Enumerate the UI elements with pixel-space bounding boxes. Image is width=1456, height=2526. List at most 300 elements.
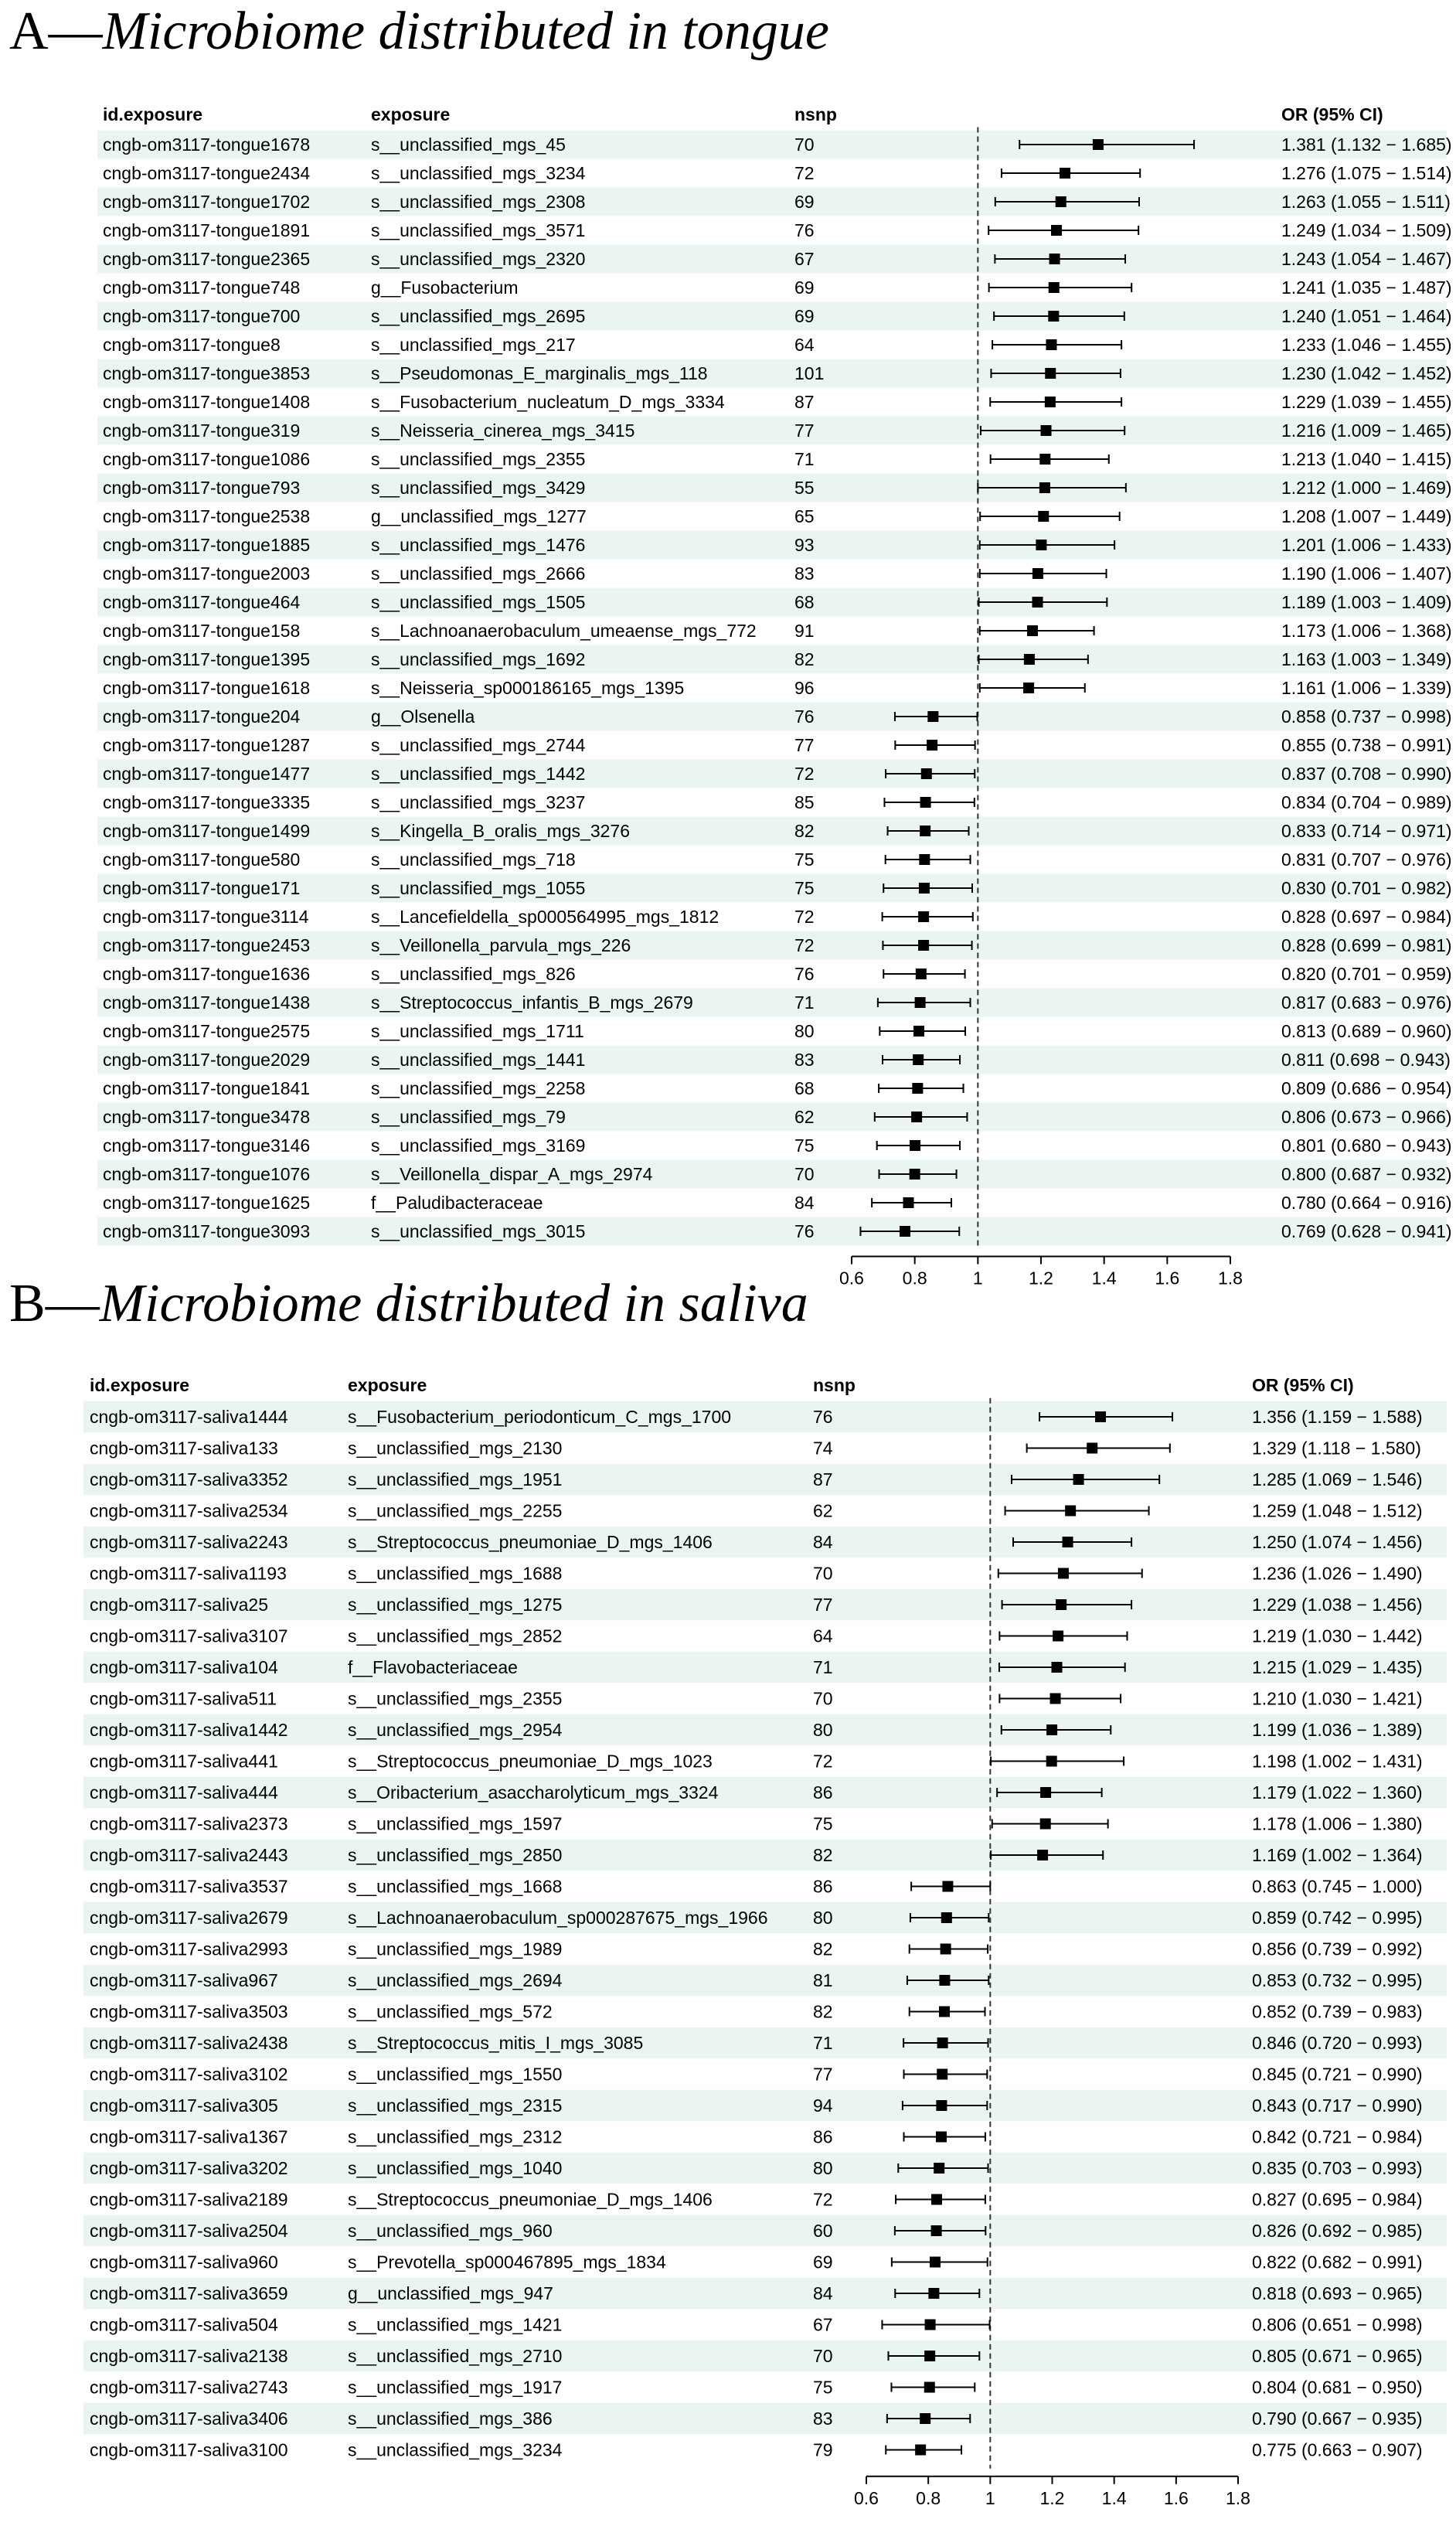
row-id: cngb-om3117-tongue1885	[103, 535, 311, 555]
x-tick-label: 1.8	[1226, 2487, 1250, 2508]
row-exposure: s__unclassified_mgs_1505	[371, 592, 586, 612]
row-id: cngb-om3117-tongue319	[103, 420, 301, 441]
row-exposure: s__unclassified_mgs_45	[371, 134, 566, 155]
row-nsnp: 75	[794, 1135, 815, 1156]
row-nsnp: 72	[794, 907, 815, 927]
row-exposure: s__unclassified_mgs_1989	[348, 1939, 563, 1959]
row-or-ci: 1.189 (1.003 − 1.409)	[1281, 592, 1452, 612]
row-nsnp: 85	[794, 792, 815, 812]
row-nsnp: 70	[794, 1164, 815, 1184]
row-or-ci: 0.805 (0.671 − 0.965)	[1252, 2346, 1423, 2366]
row-or-ci: 0.806 (0.673 − 0.966)	[1281, 1107, 1452, 1127]
row-id: cngb-om3117-tongue1891	[103, 220, 311, 240]
row-exposure: s__unclassified_mgs_2666	[371, 563, 586, 584]
row-nsnp: 77	[813, 2064, 833, 2085]
row-or-ci: 1.236 (1.026 − 1.490)	[1252, 1563, 1423, 1584]
row-id: cngb-om3117-tongue1086	[103, 449, 311, 469]
row-id: cngb-om3117-tongue2453	[103, 935, 311, 955]
header-or-ci: OR (95% CI)	[1252, 1375, 1354, 1395]
x-tick-label: 1.2	[1039, 2487, 1065, 2508]
or-marker	[916, 969, 927, 979]
row-id: cngb-om3117-tongue158	[103, 621, 301, 641]
row-id: cngb-om3117-tongue1477	[103, 764, 311, 784]
row-exposure: s__unclassified_mgs_2852	[348, 1626, 563, 1646]
x-tick-label: 1.6	[1163, 2487, 1189, 2508]
row-exposure: s__unclassified_mgs_2320	[371, 249, 586, 269]
row-id: cngb-om3117-saliva2504	[90, 2221, 288, 2241]
row-or-ci: 1.210 (1.030 − 1.421)	[1252, 1688, 1423, 1709]
row-or-ci: 1.381 (1.132 − 1.685)	[1281, 134, 1452, 155]
row-or-ci: 0.817 (0.683 − 0.976)	[1281, 992, 1452, 1013]
or-marker	[1073, 1474, 1084, 1485]
row-or-ci: 0.837 (0.708 − 0.990)	[1281, 764, 1452, 784]
row-or-ci: 0.801 (0.680 − 0.943)	[1281, 1135, 1452, 1156]
row-nsnp: 72	[813, 2189, 833, 2210]
row-or-ci: 1.215 (1.029 − 1.435)	[1252, 1657, 1423, 1677]
row-id: cngb-om3117-saliva504	[90, 2314, 278, 2335]
or-marker	[918, 911, 929, 922]
x-tick-label: 0.8	[902, 1268, 927, 1289]
row-id: cngb-om3117-saliva2443	[90, 1845, 288, 1865]
row-nsnp: 80	[813, 2158, 833, 2178]
row-or-ci: 1.285 (1.069 − 1.546)	[1252, 1469, 1423, 1489]
or-marker	[939, 2007, 950, 2017]
row-id: cngb-om3117-saliva967	[90, 1970, 278, 1990]
row-exposure: s__unclassified_mgs_960	[348, 2221, 553, 2241]
row-id: cngb-om3117-tongue1076	[103, 1164, 311, 1184]
or-marker	[1039, 454, 1050, 465]
x-tick-label: 0.8	[916, 2487, 941, 2508]
row-id: cngb-om3117-saliva3406	[90, 2409, 288, 2429]
row-exposure: s__Streptococcus_pneumoniae_D_mgs_1023	[348, 1751, 713, 1772]
row-exposure: s__Streptococcus_pneumoniae_D_mgs_1406	[348, 1532, 713, 1552]
row-or-ci: 0.800 (0.687 − 0.932)	[1281, 1164, 1452, 1184]
row-id: cngb-om3117-tongue2029	[103, 1050, 311, 1070]
row-shade	[83, 1589, 1447, 1621]
or-marker	[921, 768, 932, 779]
row-nsnp: 72	[794, 764, 815, 784]
row-nsnp: 83	[794, 563, 815, 584]
row-or-ci: 0.859 (0.742 − 0.995)	[1252, 1908, 1423, 1928]
row-nsnp: 76	[794, 1221, 815, 1241]
row-id: cngb-om3117-saliva2243	[90, 1532, 288, 1552]
or-marker	[927, 740, 937, 751]
row-or-ci: 1.230 (1.042 − 1.452)	[1281, 363, 1452, 383]
row-exposure: s__unclassified_mgs_2312	[348, 2126, 563, 2147]
row-id: cngb-om3117-saliva2993	[90, 1939, 288, 1959]
row-nsnp: 76	[813, 1407, 833, 1427]
row-exposure: s__unclassified_mgs_1951	[348, 1469, 563, 1489]
row-id: cngb-om3117-saliva3537	[90, 1876, 288, 1897]
or-marker	[1045, 397, 1056, 407]
row-or-ci: 0.769 (0.628 − 0.941)	[1281, 1221, 1452, 1241]
x-tick-label: 1.2	[1029, 1268, 1053, 1289]
row-or-ci: 0.852 (0.739 − 0.983)	[1252, 2001, 1423, 2022]
row-or-ci: 0.818 (0.693 − 0.965)	[1252, 2283, 1423, 2303]
or-marker	[939, 1975, 950, 1986]
row-exposure: s__Streptococcus_pneumoniae_D_mgs_1406	[348, 2189, 713, 2210]
or-marker	[1027, 625, 1038, 636]
header-exposure: exposure	[348, 1375, 427, 1395]
row-id: cngb-om3117-saliva444	[90, 1782, 278, 1803]
row-or-ci: 1.240 (1.051 − 1.464)	[1281, 306, 1452, 326]
row-shade	[83, 1840, 1447, 1871]
row-nsnp: 82	[813, 2001, 833, 2022]
row-exposure: s__Fusobacterium_nucleatum_D_mgs_3334	[371, 392, 725, 412]
row-exposure: s__unclassified_mgs_2695	[371, 306, 586, 326]
row-id: cngb-om3117-saliva3100	[90, 2439, 288, 2460]
row-id: cngb-om3117-saliva1444	[90, 1407, 288, 1427]
row-id: cngb-om3117-saliva3352	[90, 1469, 288, 1489]
row-or-ci: 1.229 (1.039 − 1.455)	[1281, 392, 1452, 412]
or-marker	[1087, 1443, 1097, 1454]
row-id: cngb-om3117-saliva441	[90, 1751, 278, 1772]
or-marker	[934, 2163, 944, 2174]
row-exposure: s__unclassified_mgs_2258	[371, 1078, 586, 1098]
row-exposure: g__unclassified_mgs_947	[348, 2283, 553, 2303]
row-nsnp: 76	[794, 964, 815, 984]
row-nsnp: 67	[813, 2314, 833, 2335]
or-marker	[1032, 568, 1043, 579]
row-or-ci: 1.233 (1.046 − 1.455)	[1281, 335, 1452, 355]
row-exposure: s__Kingella_B_oralis_mgs_3276	[371, 821, 631, 841]
row-nsnp: 87	[794, 392, 815, 412]
row-or-ci: 1.216 (1.009 − 1.465)	[1281, 420, 1452, 441]
row-id: cngb-om3117-saliva960	[90, 2252, 278, 2272]
row-nsnp: 69	[794, 192, 815, 212]
row-id: cngb-om3117-tongue793	[103, 478, 301, 498]
row-exposure: s__unclassified_mgs_2954	[348, 1720, 563, 1740]
row-id: cngb-om3117-tongue464	[103, 592, 301, 612]
row-nsnp: 83	[813, 2409, 833, 2429]
row-exposure: s__unclassified_mgs_1550	[348, 2064, 563, 2085]
row-nsnp: 70	[794, 134, 815, 155]
row-nsnp: 77	[813, 1595, 833, 1615]
or-marker	[919, 883, 930, 894]
row-id: cngb-om3117-tongue1618	[103, 678, 311, 698]
row-shade	[83, 1777, 1447, 1809]
row-exposure: s__unclassified_mgs_1688	[348, 1563, 563, 1584]
row-or-ci: 1.213 (1.040 − 1.415)	[1281, 449, 1452, 469]
header-id: id.exposure	[90, 1375, 190, 1395]
row-nsnp: 74	[813, 1438, 833, 1459]
row-or-ci: 0.856 (0.739 − 0.992)	[1252, 1939, 1423, 1959]
row-shade	[83, 2153, 1447, 2184]
row-or-ci: 0.833 (0.714 − 0.971)	[1281, 821, 1452, 841]
row-exposure: s__unclassified_mgs_2355	[348, 1688, 563, 1709]
or-marker	[920, 2413, 930, 2424]
row-exposure: g__Olsenella	[371, 706, 475, 727]
row-nsnp: 70	[813, 1688, 833, 1709]
or-marker	[1060, 168, 1070, 179]
row-nsnp: 82	[813, 1939, 833, 1959]
row-or-ci: 1.201 (1.006 − 1.433)	[1281, 535, 1452, 555]
row-nsnp: 77	[794, 420, 815, 441]
row-id: cngb-om3117-saliva2743	[90, 2377, 288, 2398]
row-exposure: s__unclassified_mgs_2850	[348, 1845, 563, 1865]
row-id: cngb-om3117-tongue171	[103, 878, 301, 898]
row-nsnp: 75	[813, 1813, 833, 1834]
row-exposure: f__Paludibacteraceae	[371, 1193, 543, 1213]
row-shade	[83, 2278, 1447, 2310]
row-nsnp: 64	[794, 335, 815, 355]
or-marker	[927, 711, 938, 722]
row-nsnp: 84	[813, 1532, 833, 1552]
row-or-ci: 1.250 (1.074 − 1.456)	[1252, 1532, 1423, 1552]
row-exposure: s__unclassified_mgs_386	[348, 2409, 553, 2429]
row-nsnp: 91	[794, 621, 815, 641]
x-tick-label: 1	[985, 2487, 995, 2508]
x-tick-label: 0.6	[854, 2487, 879, 2508]
row-exposure: s__unclassified_mgs_1055	[371, 878, 586, 898]
row-exposure: s__unclassified_mgs_3571	[371, 220, 586, 240]
row-nsnp: 80	[794, 1021, 815, 1041]
row-exposure: s__Streptococcus_infantis_B_mgs_2679	[371, 992, 693, 1013]
or-marker	[1065, 1506, 1076, 1517]
row-exposure: s__unclassified_mgs_2744	[371, 735, 586, 755]
row-or-ci: 1.198 (1.002 − 1.431)	[1252, 1751, 1423, 1772]
or-marker	[1045, 368, 1056, 379]
row-shade	[83, 2340, 1447, 2372]
row-nsnp: 72	[794, 163, 815, 183]
row-or-ci: 0.853 (0.732 − 0.995)	[1252, 1970, 1423, 1990]
row-exposure: s__Fusobacterium_periodonticum_C_mgs_1700	[348, 1407, 732, 1427]
panel-a-letter: A	[9, 2, 49, 61]
row-nsnp: 71	[794, 449, 815, 469]
row-nsnp: 93	[794, 535, 815, 555]
row-id: cngb-om3117-tongue2538	[103, 506, 311, 526]
row-nsnp: 84	[813, 2283, 833, 2303]
row-nsnp: 71	[794, 992, 815, 1013]
row-exposure: s__unclassified_mgs_1917	[348, 2377, 563, 2398]
row-nsnp: 77	[794, 735, 815, 755]
header-id: id.exposure	[103, 104, 203, 124]
row-exposure: s__Veillonella_dispar_A_mgs_2974	[371, 1164, 653, 1184]
row-exposure: s__unclassified_mgs_2308	[371, 192, 586, 212]
or-marker	[1046, 1724, 1057, 1735]
row-id: cngb-om3117-tongue1678	[103, 134, 311, 155]
row-or-ci: 0.846 (0.720 − 0.993)	[1252, 2033, 1423, 2053]
panel-a-title-text: Microbiome distributed in tongue	[102, 2, 829, 61]
row-or-ci: 1.259 (1.048 − 1.512)	[1252, 1500, 1423, 1521]
row-shade	[83, 1401, 1447, 1433]
row-or-ci: 1.163 (1.003 − 1.349)	[1281, 649, 1452, 669]
row-id: cngb-om3117-tongue3114	[103, 907, 309, 927]
row-or-ci: 1.241 (1.035 − 1.487)	[1281, 277, 1452, 298]
row-nsnp: 70	[813, 1563, 833, 1584]
row-shade	[83, 1965, 1447, 1997]
or-marker	[1056, 1599, 1066, 1610]
or-marker	[1038, 511, 1049, 522]
or-marker	[1049, 254, 1060, 264]
row-id: cngb-om3117-saliva2189	[90, 2189, 288, 2210]
or-marker	[1046, 1756, 1057, 1767]
row-id: cngb-om3117-saliva3202	[90, 2158, 288, 2178]
row-exposure: s__unclassified_mgs_1476	[371, 535, 586, 555]
row-nsnp: 76	[794, 220, 815, 240]
row-id: cngb-om3117-tongue3335	[103, 792, 311, 812]
row-exposure: s__Lachnoanaerobaculum_sp000287675_mgs_1966	[348, 1908, 768, 1928]
row-exposure: s__unclassified_mgs_1441	[371, 1050, 586, 1070]
or-marker	[919, 854, 930, 865]
row-id: cngb-om3117-tongue1636	[103, 964, 311, 984]
or-marker	[1048, 311, 1059, 322]
row-nsnp: 65	[794, 506, 815, 526]
row-id: cngb-om3117-saliva1367	[90, 2126, 288, 2147]
row-id: cngb-om3117-tongue3478	[103, 1107, 311, 1127]
row-nsnp: 84	[794, 1193, 815, 1213]
header-or-ci: OR (95% CI)	[1281, 104, 1383, 124]
row-nsnp: 60	[813, 2221, 833, 2241]
row-id: cngb-om3117-tongue748	[103, 277, 301, 298]
or-marker	[1040, 1819, 1051, 1830]
row-or-ci: 1.178 (1.006 − 1.380)	[1252, 1813, 1423, 1834]
row-shade	[83, 2027, 1447, 2059]
row-nsnp: 69	[813, 2252, 833, 2272]
or-marker	[936, 2132, 947, 2143]
row-or-ci: 1.356 (1.159 − 1.588)	[1252, 1407, 1423, 1427]
row-exposure: s__unclassified_mgs_3015	[371, 1221, 586, 1241]
row-id: cngb-om3117-saliva2373	[90, 1813, 288, 1834]
panel-b-title-text: Microbiome distributed in saliva	[99, 1274, 808, 1333]
or-marker	[937, 2069, 947, 2080]
or-marker	[900, 1226, 910, 1237]
row-id: cngb-om3117-saliva1442	[90, 1720, 288, 1740]
or-marker	[924, 2382, 935, 2393]
row-or-ci: 1.199 (1.036 − 1.389)	[1252, 1720, 1423, 1740]
row-nsnp: 69	[794, 277, 815, 298]
row-or-ci: 0.827 (0.695 − 0.984)	[1252, 2189, 1423, 2210]
forest-plot-saliva	[0, 1268, 1456, 2520]
or-marker	[1041, 425, 1052, 436]
row-id: cngb-om3117-tongue2365	[103, 249, 311, 269]
row-exposure: s__unclassified_mgs_3237	[371, 792, 586, 812]
row-id: cngb-om3117-saliva2534	[90, 1500, 288, 1521]
x-tick-label: 1	[972, 1268, 983, 1289]
or-marker	[924, 2351, 935, 2361]
row-shade	[83, 1527, 1447, 1558]
row-or-ci: 1.179 (1.022 − 1.360)	[1252, 1782, 1423, 1803]
row-exposure: s__unclassified_mgs_2130	[348, 1438, 563, 1459]
row-nsnp: 62	[794, 1107, 815, 1127]
row-or-ci: 0.845 (0.721 − 0.990)	[1252, 2064, 1423, 2085]
row-or-ci: 1.329 (1.118 − 1.580)	[1252, 1438, 1421, 1459]
row-id: cngb-om3117-tongue3093	[103, 1221, 311, 1241]
or-marker	[1040, 1787, 1051, 1798]
x-tick-label: 1.6	[1155, 1268, 1180, 1289]
row-exposure: s__unclassified_mgs_3234	[371, 163, 586, 183]
row-nsnp: 68	[794, 1078, 815, 1098]
row-or-ci: 0.855 (0.738 − 0.991)	[1281, 735, 1452, 755]
row-id: cngb-om3117-saliva25	[90, 1595, 268, 1615]
or-marker	[911, 1112, 922, 1122]
or-marker	[1052, 1662, 1063, 1673]
row-exposure: s__unclassified_mgs_217	[371, 335, 576, 355]
or-marker	[941, 1912, 952, 1923]
row-shade	[83, 2403, 1447, 2435]
row-nsnp: 71	[813, 2033, 833, 2053]
row-or-ci: 0.830 (0.701 − 0.982)	[1281, 878, 1452, 898]
row-or-ci: 0.806 (0.651 − 0.998)	[1252, 2314, 1423, 2335]
row-exposure: s__Lachnoanaerobaculum_umeaense_mgs_772	[371, 621, 757, 641]
row-exposure: s__Pseudomonas_E_marginalis_mgs_118	[371, 363, 708, 383]
row-nsnp: 64	[813, 1626, 833, 1646]
or-marker	[910, 1140, 920, 1151]
row-or-ci: 0.780 (0.664 − 0.916)	[1281, 1193, 1452, 1213]
row-id: cngb-om3117-saliva3102	[90, 2064, 288, 2085]
or-marker	[930, 2257, 941, 2268]
row-id: cngb-om3117-saliva511	[90, 1688, 277, 1709]
or-marker	[1024, 654, 1035, 665]
or-marker	[912, 1083, 923, 1094]
row-exposure: s__unclassified_mgs_1711	[371, 1021, 584, 1041]
row-id: cngb-om3117-saliva2438	[90, 2033, 288, 2053]
row-or-ci: 0.822 (0.682 − 0.991)	[1252, 2252, 1423, 2272]
row-nsnp: 71	[813, 1657, 833, 1677]
or-marker	[1095, 1411, 1106, 1422]
row-exposure: s__unclassified_mgs_3169	[371, 1135, 586, 1156]
row-id: cngb-om3117-tongue1395	[103, 649, 311, 669]
or-marker	[925, 2320, 936, 2330]
row-or-ci: 1.161 (1.006 − 1.339)	[1281, 678, 1452, 698]
row-nsnp: 76	[794, 706, 815, 727]
row-id: cngb-om3117-saliva3503	[90, 2001, 288, 2022]
row-id: cngb-om3117-tongue1841	[103, 1078, 311, 1098]
row-nsnp: 82	[813, 1845, 833, 1865]
row-id: cngb-om3117-tongue1702	[103, 192, 311, 212]
or-marker	[928, 2288, 939, 2299]
row-nsnp: 80	[813, 1720, 833, 1740]
row-id: cngb-om3117-tongue8	[103, 335, 281, 355]
row-id: cngb-om3117-saliva3107	[90, 1626, 288, 1646]
row-or-ci: 1.219 (1.030 − 1.442)	[1252, 1626, 1423, 1646]
row-id: cngb-om3117-tongue580	[103, 849, 301, 870]
or-marker	[1063, 1537, 1073, 1547]
row-exposure: s__unclassified_mgs_2710	[348, 2346, 563, 2366]
or-marker	[1093, 139, 1104, 150]
x-tick-label: 1.4	[1091, 1268, 1117, 1289]
row-or-ci: 1.249 (1.034 − 1.509)	[1281, 220, 1452, 240]
header-exposure: exposure	[371, 104, 451, 124]
row-nsnp: 86	[813, 2126, 833, 2147]
or-marker	[1058, 1568, 1069, 1579]
row-or-ci: 0.804 (0.681 − 0.950)	[1252, 2377, 1423, 2398]
or-marker	[1053, 1631, 1063, 1642]
row-id: cngb-om3117-tongue2575	[103, 1021, 311, 1041]
row-nsnp: 86	[813, 1782, 833, 1803]
row-nsnp: 87	[813, 1469, 833, 1489]
row-or-ci: 0.775 (0.663 − 0.907)	[1252, 2439, 1423, 2460]
row-exposure: g__Fusobacterium	[371, 277, 519, 298]
row-or-ci: 0.863 (0.745 − 1.000)	[1252, 1876, 1423, 1897]
row-exposure: s__unclassified_mgs_1442	[371, 764, 586, 784]
row-or-ci: 0.826 (0.692 − 0.985)	[1252, 2221, 1423, 2241]
row-exposure: s__unclassified_mgs_2355	[371, 449, 586, 469]
row-id: cngb-om3117-tongue1438	[103, 992, 311, 1013]
row-or-ci: 0.858 (0.737 − 0.998)	[1281, 706, 1452, 727]
row-id: cngb-om3117-tongue2003	[103, 563, 311, 584]
row-or-ci: 0.820 (0.701 − 0.959)	[1281, 964, 1452, 984]
row-or-ci: 0.790 (0.667 − 0.935)	[1252, 2409, 1423, 2429]
row-nsnp: 75	[813, 2377, 833, 2398]
row-nsnp: 101	[794, 363, 825, 383]
row-nsnp: 75	[794, 849, 815, 870]
or-marker	[937, 2037, 948, 2048]
row-exposure: s__unclassified_mgs_1421	[348, 2314, 563, 2335]
row-shade	[83, 1714, 1447, 1746]
row-nsnp: 94	[813, 2095, 833, 2116]
row-or-ci: 0.834 (0.704 − 0.989)	[1281, 792, 1452, 812]
